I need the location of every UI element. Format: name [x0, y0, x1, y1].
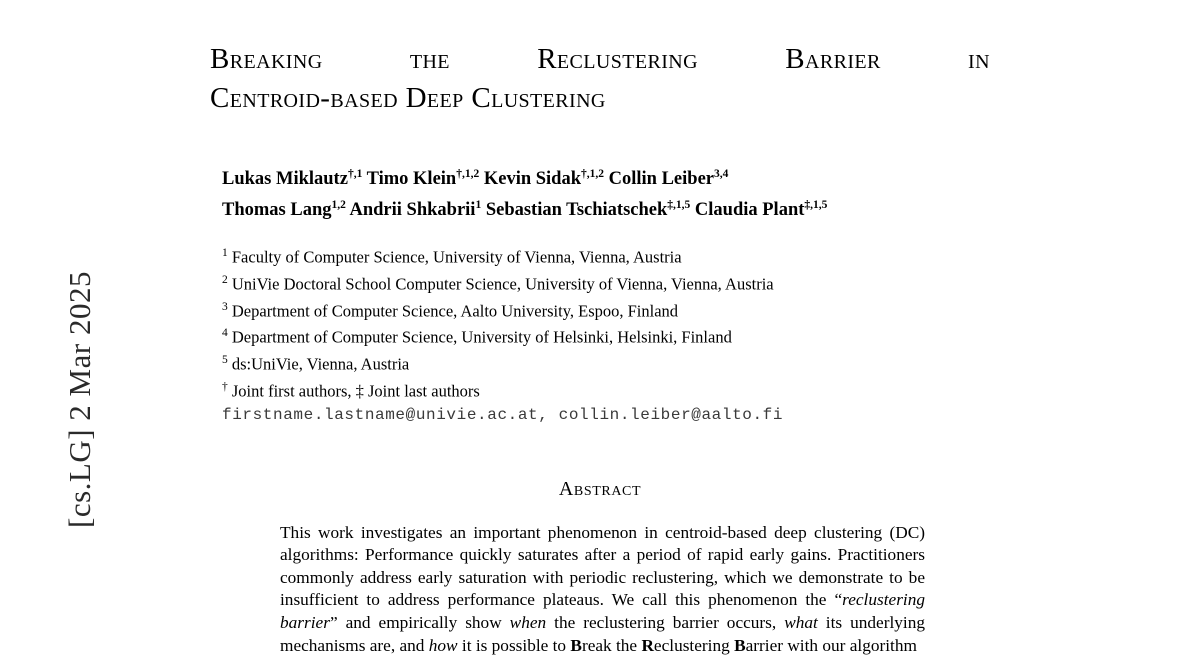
author-name: Thomas Lang [222, 200, 332, 221]
abstract-segment: B [570, 635, 582, 655]
affiliation-item [222, 349, 990, 376]
page-title [210, 40, 990, 118]
title-word-1: Breaking [210, 43, 323, 75]
affiliation-text: Department of Computer Science, Aalto University, Espoo, Finland [231, 301, 679, 321]
title-word-4: Barrier [785, 43, 881, 75]
affiliation-text: UniVie Doctoral School Computer Science, University of Vienna, Vienna, Austria [231, 274, 774, 294]
affiliation-item [222, 296, 990, 323]
abstract-heading: Abstract [558, 477, 642, 500]
abstract-text [280, 522, 925, 657]
author-affiliation-marker: 1,2 [331, 199, 346, 212]
author-affiliation-marker: †,1 [347, 168, 363, 180]
author-name: Lukas Miklautz [222, 169, 348, 190]
abstract-segment: reclustering barrier [280, 590, 925, 632]
affiliation-marker: 1 [222, 247, 228, 260]
affiliation-text: ds:UniVie, Vienna, Austria [231, 354, 410, 374]
author-line-1 [222, 161, 990, 192]
affiliation-text: Department of Computer Science, University of Helsinki, Helsinki, Finland [231, 327, 732, 347]
abstract-segment: ” and empirically show [329, 612, 510, 632]
title-word-5: in [968, 43, 990, 75]
author-name: Sebastian Tschiatschek [485, 200, 668, 221]
abstract-segment: arrier with our algorithm [745, 635, 917, 655]
author-name: Collin Leiber [608, 169, 714, 190]
affiliation-marker: 4 [222, 327, 228, 340]
footnote-marker: † [222, 380, 228, 393]
author-list [210, 161, 990, 223]
paper-content [210, 40, 990, 657]
footnote-item [222, 376, 990, 403]
footnote-text: Joint first authors, ‡ Joint last authors [231, 381, 480, 401]
author-affiliation-marker: 3,4 [714, 168, 729, 180]
arxiv-identifier-stamp [0, 0, 97, 648]
abstract-segment: it is possible to [457, 635, 571, 655]
abstract-segment: its underlying mechanisms are, and [280, 612, 925, 655]
affiliation-item [222, 242, 990, 269]
abstract-segment: eclustering [653, 635, 735, 655]
abstract-segment: B [734, 635, 746, 655]
author-name: Claudia Plant [694, 200, 805, 221]
abstract-segment: This work investigates an important phenomenon in centroid-based deep clustering (DC) algorithms: Performance quickly saturates after a period of rapid early gains. Practitioners commonly address early saturation with periodic reclustering, which we demonstrate to be insufficient to address performance plateaus. We call this phenomenon the “ [280, 522, 925, 610]
title-word-2: the [409, 43, 450, 75]
affiliation-marker: 3 [222, 300, 228, 313]
author-affiliation-marker: †,1,2 [581, 168, 605, 180]
abstract-segment: when [509, 612, 547, 632]
affiliation-text: Faculty of Computer Science, University of Vienna, Vienna, Austria [231, 247, 682, 267]
arxiv-stamp-text: [cs.LG] 2 Mar 2025 [62, 271, 97, 528]
author-name: Kevin Sidak [483, 169, 582, 190]
abstract-segment: the reclustering barrier occurs, [546, 612, 785, 632]
author-affiliation-marker: 1 [475, 199, 482, 212]
affiliation-item [222, 322, 990, 349]
abstract-segment: reak the [581, 635, 642, 655]
title-line-2: Centroid-based Deep Clustering [210, 82, 606, 114]
affiliation-marker: 5 [222, 354, 228, 367]
title-word-3: Reclustering [537, 43, 698, 75]
abstract-segment: R [641, 635, 654, 655]
author-name: Andrii Shkabrii [349, 200, 476, 221]
title-line-1 [210, 40, 990, 79]
affiliation-list [210, 242, 990, 402]
affiliation-marker: 2 [222, 274, 228, 287]
author-line-2 [222, 192, 990, 223]
author-affiliation-marker: ‡,1,5 [667, 199, 691, 212]
author-affiliation-marker: ‡,1,5 [804, 199, 828, 212]
abstract-segment: how [428, 635, 458, 655]
author-affiliation-marker: †,1,2 [456, 168, 480, 180]
affiliation-item [222, 269, 990, 296]
abstract-segment: what [784, 612, 818, 632]
contact-emails[interactable]: firstname.lastname@univie.ac.at, collin.leiber@aalto.fi [222, 405, 784, 424]
author-name: Timo Klein [366, 169, 457, 190]
